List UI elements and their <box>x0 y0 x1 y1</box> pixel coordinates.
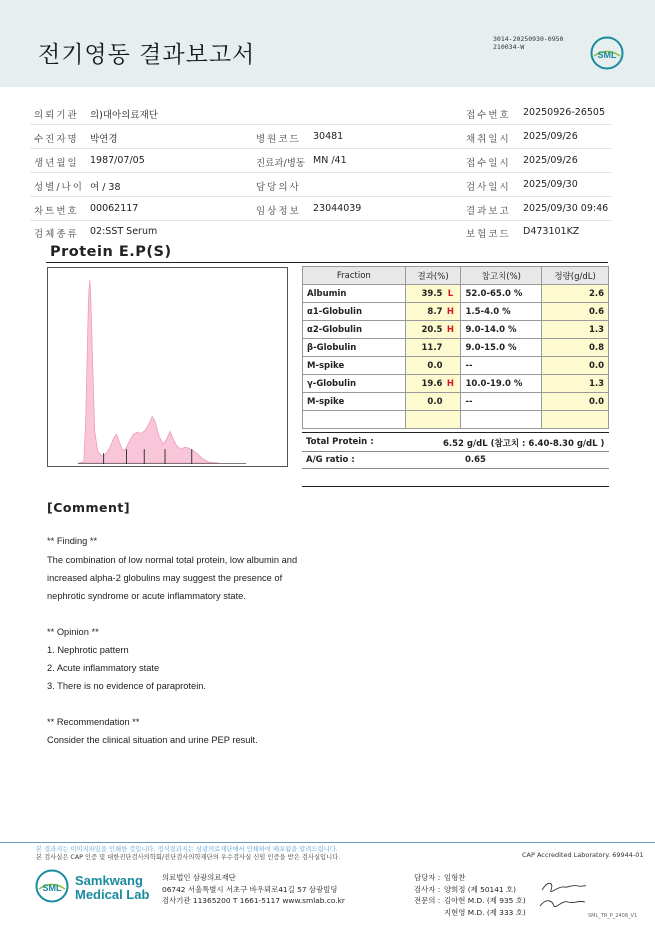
header-reference: 참고치(%) <box>461 267 542 285</box>
report-code <box>493 35 563 51</box>
fraction-amount: 0.0 <box>542 393 609 411</box>
fraction-reference: -- <box>461 357 542 375</box>
comment-line: The combination of low normal total protein, low albumin and <box>47 555 298 565</box>
test-date-label: 검사일시 <box>466 182 511 193</box>
section-title: Protein E.P(S) <box>50 244 172 260</box>
flag-badge: H <box>446 378 455 389</box>
fraction-reference: 52.0-65.0 % <box>461 285 542 303</box>
tester-label: 검사자 : <box>414 884 441 894</box>
table-row <box>303 285 609 303</box>
total-protein-rule <box>302 451 609 452</box>
institution-name: 의료법인 삼광의료재단 <box>162 873 236 882</box>
info-row-3 <box>30 149 612 173</box>
receipt-no-value: 20250926-26505 <box>523 107 606 118</box>
sml-logo-icon <box>590 36 624 70</box>
collection-date-label: 채취일시 <box>466 134 511 145</box>
table-row <box>303 357 609 375</box>
hospital-code-label: 병원코드 <box>256 134 301 145</box>
institution-address: 06742 서울특별시 서초구 바우뫼로41길 57 삼광빌딩 <box>162 884 338 894</box>
test-date-value: 2025/09/30 <box>523 179 578 190</box>
header-amount: 정량(g/dL) <box>542 267 609 285</box>
table-row-empty <box>303 411 609 429</box>
receipt-no-label: 접수번호 <box>466 110 511 121</box>
fraction-amount: 0.0 <box>542 357 609 375</box>
densitometry-curve-fill <box>78 280 219 463</box>
comment-line: 3. There is no evidence of paraprotein. <box>47 681 207 691</box>
fraction-reference: 9.0-14.0 % <box>461 321 542 339</box>
recommendation-heading: ** Recommendation ** <box>47 717 140 727</box>
report-date-value: 2025/09/30 09:46 <box>523 203 609 214</box>
table-row <box>303 375 609 393</box>
footer-divider <box>0 842 655 843</box>
info-row-6 <box>30 220 612 244</box>
comment-line: Consider the clinical situation and urine PEP result. <box>47 735 258 745</box>
chart-no-label: 차트번호 <box>34 206 79 217</box>
total-protein-value: 6.52 g/dL (참고치 : 6.40-8.30 g/dL ) <box>443 439 605 449</box>
comment-line: 1. Nephrotic pattern <box>47 645 129 655</box>
fraction-reference: 1.5-4.0 % <box>461 303 542 321</box>
section-divider <box>46 262 608 263</box>
report-date-label: 결과보고 <box>466 206 511 217</box>
fraction-name: Albumin <box>303 285 406 303</box>
info-row-2 <box>30 125 612 149</box>
results-table <box>302 266 609 429</box>
clinical-info-value: 23044039 <box>313 203 362 214</box>
chart-no-value: 00062117 <box>90 203 139 214</box>
manager-label: 담당자 : <box>414 873 441 882</box>
fraction-amount: 2.6 <box>542 285 609 303</box>
electrophoresis-curve <box>47 267 288 467</box>
sex-age-value: 여 / 38 <box>90 182 121 193</box>
specimen-value: 02:SST Serum <box>90 226 158 237</box>
institution-label: 의뢰기관 <box>34 110 79 121</box>
receipt-date-value: 2025/09/26 <box>523 155 578 166</box>
sml-logo-text: SML <box>597 50 617 60</box>
table-row <box>303 339 609 357</box>
flag-badge: L <box>447 288 454 299</box>
staff-info <box>414 872 526 918</box>
insurance-code-label: 보험코드 <box>466 229 511 240</box>
fraction-reference: 10.0-19.0 % <box>461 375 542 393</box>
fraction-reference <box>461 411 542 429</box>
comment-line: increased alpha-2 globulins may suggest the presence of <box>47 573 283 583</box>
institution-info <box>162 872 345 907</box>
finding-heading: ** Finding ** <box>47 536 98 546</box>
receipt-date-label: 접수일시 <box>466 158 511 169</box>
fraction-percent: 0.0 <box>405 357 461 375</box>
fraction-name: α2-Globulin <box>303 321 406 339</box>
info-row-1 <box>30 101 612 125</box>
info-row-5 <box>30 197 612 221</box>
brand-line-1: Samkwang <box>75 873 143 888</box>
flag-badge: H <box>446 306 455 317</box>
form-code: SML_TR_P_2408_V1 <box>588 913 638 919</box>
brand-line-2: Medical Lab <box>75 887 150 902</box>
fraction-reference: 9.0-15.0 % <box>461 339 542 357</box>
fraction-percent <box>405 411 461 429</box>
fraction-reference: -- <box>461 393 542 411</box>
tester-value: 양희정 (제 50141 호) <box>444 884 517 894</box>
doctor-label: 담당의사 <box>256 182 301 193</box>
flag-badge: H <box>446 324 455 335</box>
specimen-label: 검체종류 <box>34 229 79 240</box>
comment-line: 2. Acute inflammatory state <box>47 663 160 673</box>
table-row <box>303 393 609 411</box>
brand-name <box>75 874 149 902</box>
opinion-heading: ** Opinion ** <box>47 627 99 637</box>
institution-contact: 검사기관 11365200 T 1661-5117 www.smlab.co.kr <box>162 896 345 905</box>
results-header-row <box>303 267 609 285</box>
specialist-label: 전문의 : <box>414 896 441 905</box>
ag-ratio-label: A/G ratio : <box>306 455 355 465</box>
fraction-percent: 11.7 <box>405 339 461 357</box>
clinical-info-label: 임상정보 <box>256 206 301 217</box>
table-row <box>303 303 609 321</box>
insurance-code-value: D473101KZ <box>523 226 580 237</box>
signature-image <box>538 878 588 912</box>
fraction-percent: 39.5 L <box>405 285 461 303</box>
dob-label: 생년월일 <box>34 158 79 169</box>
department-value: MN /41 <box>313 155 347 166</box>
fraction-percent: 0.0 <box>405 393 461 411</box>
specialist-1-value: 김아현 M.D. (제 935 호) <box>444 896 526 905</box>
fraction-percent: 20.5 H <box>405 321 461 339</box>
comment-title: [Comment] <box>47 500 131 515</box>
collection-date-value: 2025/09/26 <box>523 131 578 142</box>
summary-bottom-rule <box>302 486 609 487</box>
cap-accreditation: CAP Accredited Laboratory. 69944-01 <box>522 851 644 859</box>
fraction-amount: 0.6 <box>542 303 609 321</box>
institution-value: 의)대아의료재단 <box>90 110 158 121</box>
sml-footer-logo-text: SML <box>42 883 62 893</box>
fraction-name: M-spike <box>303 393 406 411</box>
report-title: 전기영동 결과보고서 <box>38 42 256 68</box>
fraction-amount <box>542 411 609 429</box>
specialist-2-value: 지현영 M.D. (제 333 호) <box>444 907 526 917</box>
ag-ratio-value: 0.65 <box>465 455 486 465</box>
department-label: 진료과/병동 <box>256 158 306 169</box>
comment-line: nephrotic syndrome or acute inflammatory state. <box>47 591 246 601</box>
header-percent: 결과(%) <box>405 267 461 285</box>
sex-age-label: 성별/나이 <box>34 182 84 193</box>
total-protein-label: Total Protein : <box>306 437 374 447</box>
fraction-name: M-spike <box>303 357 406 375</box>
sml-footer-logo-icon <box>35 869 69 903</box>
fraction-name: β-Globulin <box>303 339 406 357</box>
fraction-percent: 19.6 H <box>405 375 461 393</box>
fraction-amount: 1.3 <box>542 321 609 339</box>
header-fraction: Fraction <box>303 267 406 285</box>
fraction-name <box>303 411 406 429</box>
accreditation-notice: 본 검사실은 CAP 인증 및 대한진단검사의학회/진단검사의학재단의 우수검사실 신임 인증을 받은 검사실입니다. <box>36 854 341 861</box>
fraction-name: α1-Globulin <box>303 303 406 321</box>
patient-value: 박연경 <box>90 134 118 145</box>
table-row <box>303 321 609 339</box>
ag-ratio-rule <box>302 468 609 469</box>
fraction-amount: 0.8 <box>542 339 609 357</box>
print-notice: 본 결과지는 이미지파일을 인쇄한 것입니다. 정식결과지는 삼광의료재단에서 인쇄하여 배포됨을 알려드립니다. <box>36 846 338 853</box>
fraction-percent: 8.7 H <box>405 303 461 321</box>
manager-value: 임형찬 <box>444 873 466 882</box>
info-row-4 <box>30 173 612 197</box>
fraction-name: γ-Globulin <box>303 375 406 393</box>
fraction-amount: 1.3 <box>542 375 609 393</box>
dob-value: 1987/07/05 <box>90 155 145 166</box>
total-protein-top-rule <box>302 432 609 433</box>
report-code-line1: 3014-20250930-0950 <box>493 35 564 43</box>
report-code-line2: 210034-W <box>493 43 525 51</box>
patient-label: 수진자명 <box>34 134 79 145</box>
hospital-code-value: 30481 <box>313 131 344 142</box>
